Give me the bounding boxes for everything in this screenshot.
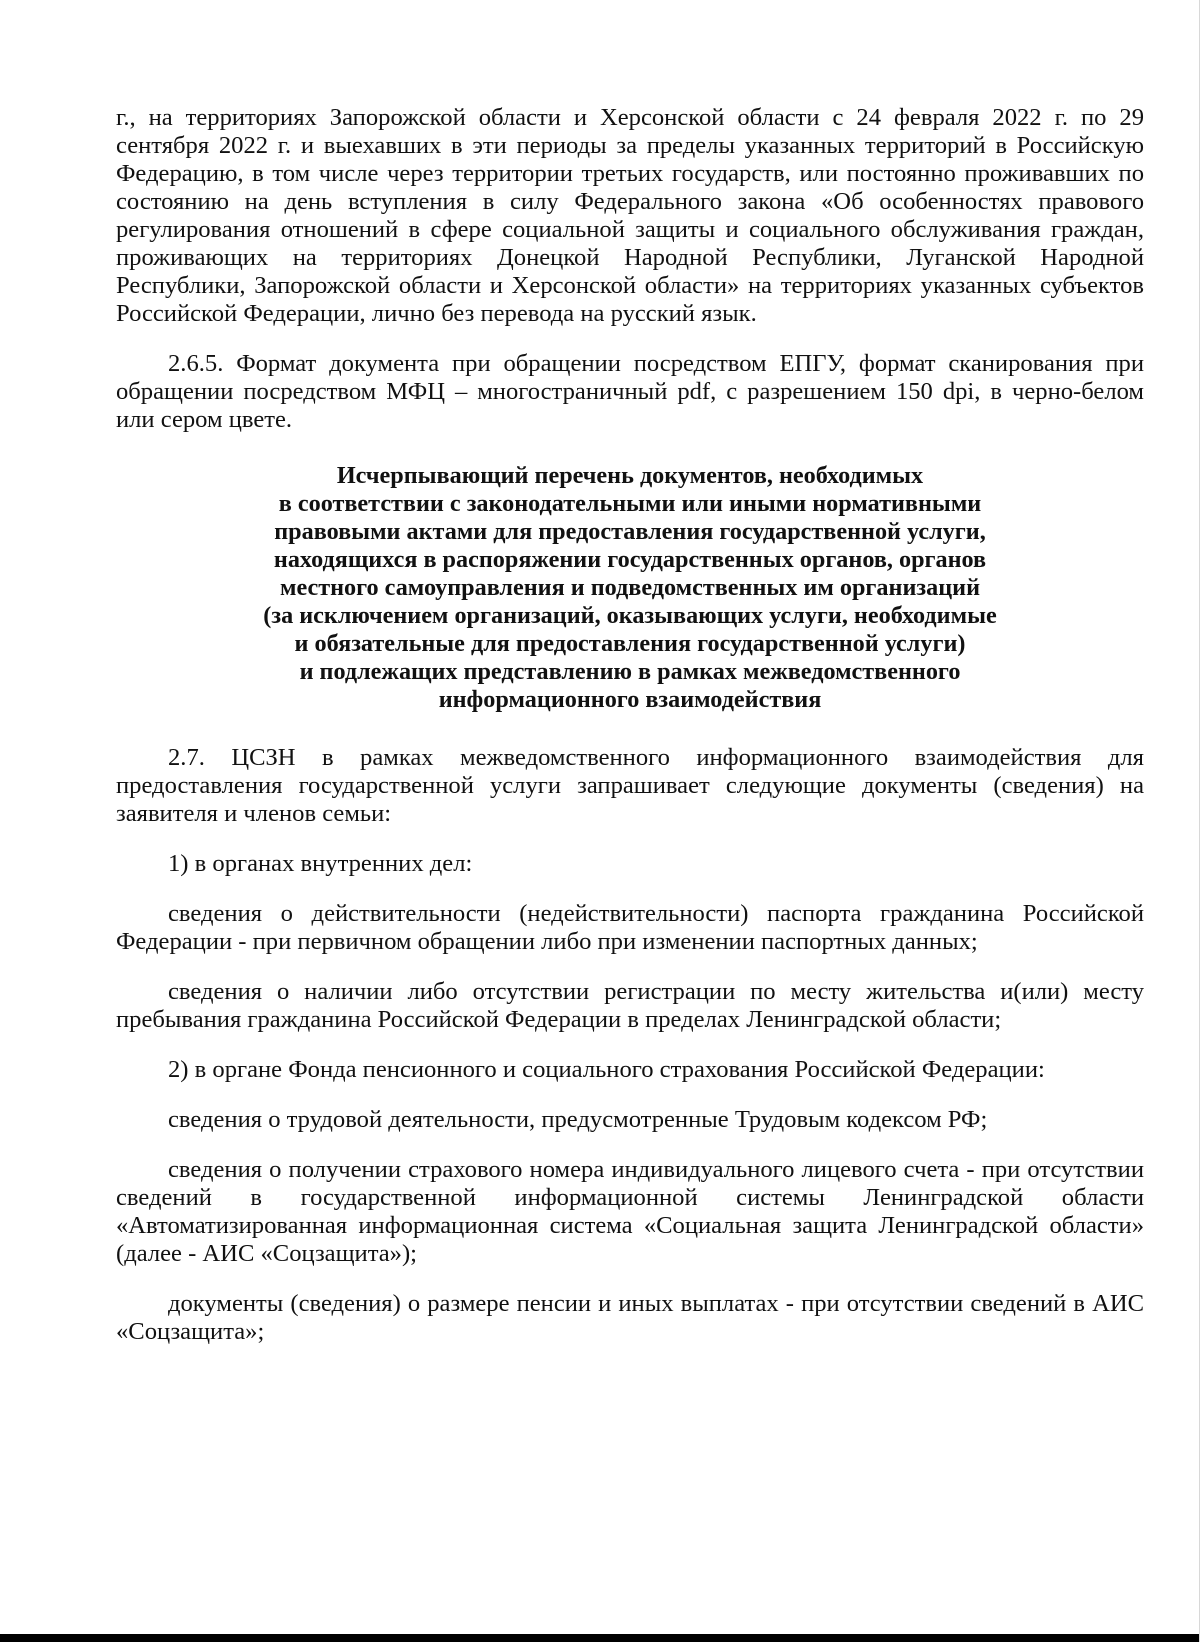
paragraph-registration: сведения о наличии либо отсутствии регистрации по месту жительства и(или) месту пребывания гражданина Российской Федерации в пределах Ленинградской области;	[116, 978, 1144, 1033]
paragraph-snils: сведения о получении страхового номера индивидуального лицевого счета - при отсутствии сведений в государственной информационной системы Ленинградской области «Автоматизированная информационная система «Социальная защита Ленинградской области» (далее - АИС «Соцзащита»);	[116, 1156, 1144, 1267]
list-item-pension-fund: 2) в органе Фонда пенсионного и социального страхования Российской Федерации:	[168, 1056, 1045, 1083]
paragraph-2-6-5: 2.6.5. Формат документа при обращении посредством ЕПГУ, формат сканирования при обращении посредством МФЦ – многостраничный pdf, с разрешением 150 dpi, в черно-белом или сером цвете.	[116, 350, 1144, 433]
heading-line: (за исключением организаций, оказывающих услуги, необходимые	[263, 602, 997, 629]
heading-line: находящихся в распоряжении государственных органов, органов	[273, 546, 987, 573]
paragraph-2-7: 2.7. ЦСЗН в рамках межведомственного информационного взаимодействия для предоставления государственной услуги запрашивает следующие документы (сведения) на заявителя и членов семьи:	[116, 744, 1144, 827]
document-page	[116, 104, 1144, 1346]
heading-line: в соответствии с законодательными или иными нормативными	[278, 490, 982, 517]
paragraph-pension-amount: документы (сведения) о размере пенсии и иных выплатах - при отсутствии сведений в АИС «Соцзащита»;	[116, 1290, 1144, 1345]
heading-line: и подлежащих представлению в рамках межведомственного	[299, 658, 961, 685]
section-heading	[116, 462, 1144, 714]
paragraph-passport-validity: сведения о действительности (недействительности) паспорта гражданина Российской Федерации - при первичном обращении либо при изменении паспортных данных;	[116, 900, 1144, 955]
scan-bottom-edge	[0, 1634, 1200, 1642]
list-item-internal-affairs: 1) в органах внутренних дел:	[168, 850, 473, 877]
heading-line: и обязательные для предоставления государственной услуги)	[294, 630, 966, 657]
heading-line: Исчерпывающий перечень документов, необходимых	[336, 462, 924, 489]
paragraph-labor-activity: сведения о трудовой деятельности, предусмотренные Трудовым кодексом РФ;	[168, 1106, 988, 1133]
heading-line: информационного взаимодействия	[438, 686, 822, 713]
heading-line: правовыми актами для предоставления государственной услуги,	[274, 518, 986, 545]
heading-line: местного самоуправления и подведомственных им организаций	[279, 574, 981, 601]
paragraph-territories-continuation: г., на территориях Запорожской области и Херсонской области с 24 февраля 2022 г. по 29 сентября 2022 г. и выехавших в эти периоды за пределы указанных территорий в Российскую Федерацию, в том числе через территории третьих государств, или постоянно проживавших по состоянию на день вступления в силу Федерального закона «Об особенностях правового регулирования отношений в сфере социальной защиты и социального обслуживания граждан, проживающих на территориях Донецкой Народной Республики, Луганской Народной Республики, Запорожской области и Херсонской области» на территориях указанных субъектов Российской Федерации, лично без перевода на русский язык.	[116, 104, 1144, 327]
